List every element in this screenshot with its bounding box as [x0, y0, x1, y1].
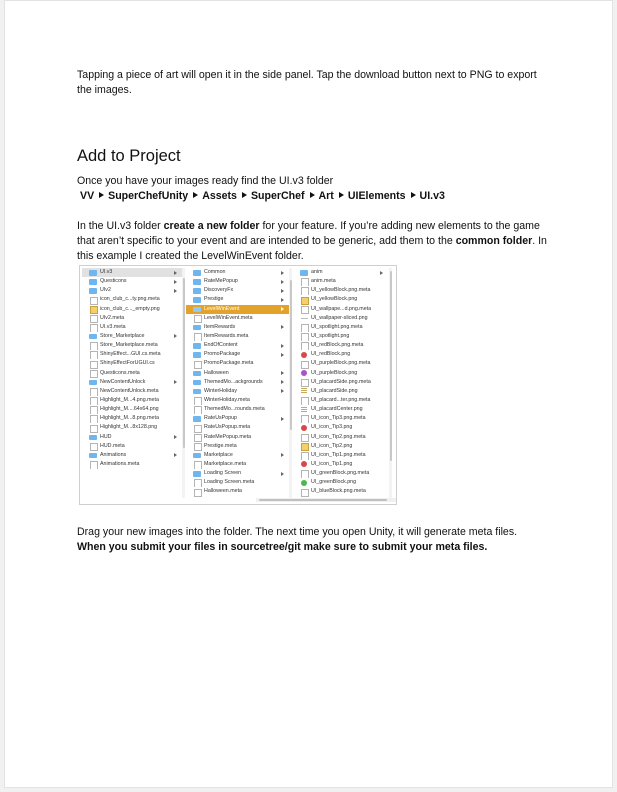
file-icon	[90, 443, 98, 451]
dash-icon	[301, 318, 308, 319]
finder-file-row[interactable]	[293, 442, 388, 451]
finder-item-label: WinterHoliday	[204, 387, 237, 394]
finder-file-row[interactable]	[186, 433, 289, 442]
file-icon	[194, 315, 202, 323]
finder-item-label: NewContentUnlock.meta	[100, 387, 159, 394]
striped-image-icon	[301, 388, 307, 394]
red-block-icon	[301, 425, 307, 431]
finder-item-label: RateUsPopup	[204, 415, 237, 422]
finder-item-label: UI_purpleBlock.png	[311, 369, 358, 376]
finder-file-row[interactable]	[293, 359, 388, 368]
create-folder-paragraph	[77, 219, 547, 264]
finder-file-row[interactable]	[293, 460, 388, 469]
finder-item-label: Animations	[100, 451, 127, 458]
finder-item-label: UI_placard...ter.png.meta	[311, 396, 371, 403]
finder-item-label: UI.v3.meta	[100, 323, 126, 330]
horizontal-scrollbar[interactable]	[256, 498, 396, 502]
finder-screenshot	[79, 265, 397, 505]
file-icon	[90, 415, 98, 423]
file-icon	[90, 342, 98, 350]
folder-icon	[193, 352, 201, 358]
file-icon	[90, 361, 98, 369]
finder-file-row[interactable]	[293, 451, 388, 460]
finder-file-row[interactable]	[293, 341, 388, 350]
finder-file-row[interactable]	[82, 305, 182, 314]
path-segment: VV	[80, 190, 95, 202]
finder-item-label: WinterHoliday.meta	[204, 396, 250, 403]
finder-file-row[interactable]	[186, 314, 289, 323]
chevron-right-icon	[174, 289, 177, 293]
finder-file-row[interactable]	[293, 305, 388, 314]
file-icon	[90, 397, 98, 405]
finder-item-label: UI_purpleBlock.png.meta	[311, 360, 371, 367]
path-segment: UI.v3	[419, 190, 445, 202]
finder-item-label: UI_yellowBlock.png.meta	[311, 287, 371, 294]
image-icon	[301, 297, 309, 305]
file-icon	[194, 479, 202, 487]
finder-file-row[interactable]	[293, 405, 388, 414]
finder-folder-row[interactable]	[186, 469, 289, 478]
chevron-right-icon	[281, 417, 284, 421]
file-icon	[194, 361, 202, 369]
finder-folder-row[interactable]	[186, 387, 289, 396]
folder-icon	[89, 270, 97, 276]
path-arrow-icon	[411, 192, 416, 198]
finder-item-label: NewContentUnlock	[100, 378, 146, 385]
finder-item-label: ShinyEffectForUGUI.cs	[100, 360, 155, 367]
chevron-right-icon	[174, 435, 177, 439]
file-icon	[90, 461, 98, 469]
finder-item-label: Questicons.meta	[100, 369, 140, 376]
finder-item-label: LevelWinEvent.meta	[204, 314, 253, 321]
file-icon	[301, 342, 309, 350]
finder-folder-row[interactable]	[82, 433, 182, 442]
finder-item-label: anim	[311, 269, 323, 275]
finder-file-row[interactable]	[82, 405, 182, 414]
folder-icon	[193, 307, 201, 313]
finder-item-label: ShinyEffect...GUI.cs.meta	[100, 351, 161, 358]
finder-folder-row[interactable]	[186, 268, 289, 277]
path-segment: Assets	[202, 190, 237, 202]
finder-file-row[interactable]	[82, 369, 182, 378]
finder-folder-row[interactable]	[186, 286, 289, 295]
finder-column-2	[186, 268, 290, 498]
folder-instruction: Once you have your images ready find the UI.v3 folder	[77, 175, 334, 187]
red-block-icon	[301, 461, 307, 467]
folder-icon	[193, 380, 201, 386]
finder-item-label: Halloween	[204, 369, 229, 376]
finder-file-row[interactable]	[293, 332, 388, 341]
column-2-scrollbar[interactable]	[289, 268, 292, 498]
file-icon	[301, 306, 309, 314]
finder-file-row[interactable]	[293, 369, 388, 378]
finder-item-label: Store_Marketplace.meta	[100, 342, 158, 349]
finder-file-row[interactable]	[82, 314, 182, 323]
finder-file-row[interactable]	[293, 396, 388, 405]
finder-item-label: HUD.meta	[100, 442, 125, 449]
path-arrow-icon	[242, 192, 247, 198]
finder-file-row[interactable]	[82, 414, 182, 423]
finder-file-row[interactable]	[293, 350, 388, 359]
finder-item-label: UI_icon_Tip2.png	[311, 442, 353, 449]
finder-file-row[interactable]	[293, 295, 388, 304]
finder-item-label: UI_greenBlock.png	[311, 479, 357, 486]
create-folder-bold-1: create a new folder	[163, 220, 260, 232]
file-icon	[301, 361, 309, 369]
file-icon	[301, 278, 309, 286]
finder-file-row[interactable]	[82, 423, 182, 432]
folder-icon	[89, 453, 97, 459]
document-page	[4, 0, 613, 788]
intro-paragraph: Tapping a piece of art will open it in the side panel. Tap the download button next to PNG to export the images.	[77, 69, 537, 96]
finder-file-row[interactable]	[82, 387, 182, 396]
finder-item-label: Prestige.meta	[204, 442, 237, 449]
finder-item-label: UI_placardSide.png.meta	[311, 378, 371, 385]
finder-item-label: UI_spotlight.png	[311, 332, 350, 339]
folder-icon	[193, 325, 201, 331]
path-segment: SuperChefUnity	[108, 190, 189, 202]
file-icon	[90, 425, 98, 433]
finder-folder-row[interactable]	[293, 268, 388, 277]
finder-file-row[interactable]	[186, 359, 289, 368]
striped-image-icon	[301, 407, 307, 413]
file-icon	[301, 333, 309, 341]
submit-meta-note: When you submit your files in sourcetree/git make sure to submit your meta files.	[77, 541, 488, 553]
finder-file-row[interactable]	[186, 423, 289, 432]
file-icon	[90, 406, 98, 414]
finder-file-row[interactable]	[293, 277, 388, 286]
chevron-right-icon	[174, 453, 177, 457]
finder-file-row[interactable]	[82, 396, 182, 405]
finder-item-label: UI_icon_Tip2.png.meta	[311, 433, 366, 440]
chevron-right-icon	[174, 380, 177, 384]
file-icon	[194, 461, 202, 469]
finder-folder-row[interactable]	[82, 378, 182, 387]
finder-item-label: UI_greenBlock.png.meta	[311, 470, 370, 477]
finder-item-label: Highlight_M...8.png.meta	[100, 415, 159, 422]
finder-file-row[interactable]	[186, 442, 289, 451]
finder-file-row[interactable]	[82, 350, 182, 359]
finder-file-row[interactable]	[82, 442, 182, 451]
chevron-right-icon	[281, 271, 284, 275]
finder-folder-row[interactable]	[82, 268, 182, 277]
image-icon	[301, 443, 309, 451]
file-icon	[194, 443, 202, 451]
finder-folder-row[interactable]	[186, 323, 289, 332]
finder-item-label: Common	[204, 269, 226, 275]
finder-file-row[interactable]	[82, 323, 182, 332]
finder-folder-row[interactable]	[186, 277, 289, 286]
folder-icon	[193, 297, 201, 303]
finder-file-row[interactable]	[293, 487, 388, 496]
file-icon	[90, 351, 98, 359]
chevron-right-icon	[281, 298, 284, 302]
finder-item-label: UIv2.meta	[100, 314, 125, 321]
finder-folder-row[interactable]	[82, 286, 182, 295]
file-icon	[301, 489, 309, 497]
folder-path	[80, 189, 550, 204]
path-segment: Art	[318, 190, 334, 202]
chevron-right-icon	[281, 344, 284, 348]
finder-item-label: ThemedMo...rounds.meta	[204, 406, 265, 413]
file-icon	[194, 489, 202, 497]
column-3-scrollbar[interactable]	[389, 268, 392, 498]
file-icon	[90, 388, 98, 396]
finder-column-1	[82, 268, 183, 498]
finder-column-3	[293, 268, 388, 498]
finder-file-row[interactable]	[293, 433, 388, 442]
path-arrow-icon	[193, 192, 198, 198]
folder-icon	[193, 416, 201, 422]
finder-item-label: ItemRewards	[204, 323, 236, 330]
finder-file-row[interactable]	[293, 378, 388, 387]
folder-icon	[193, 288, 201, 294]
finder-file-row[interactable]	[293, 314, 388, 323]
chevron-right-icon	[281, 453, 284, 457]
file-icon	[194, 434, 202, 442]
finder-file-row[interactable]	[186, 460, 289, 469]
create-folder-text-3: . In this example I created the LevelWinEvent folder.	[77, 235, 547, 262]
create-folder-text-2: for your feature. If you’re adding new elements to the game that aren’t specific to your event and are intended to be generic, add them to the	[77, 220, 540, 247]
file-icon	[301, 287, 309, 295]
chevron-right-icon	[174, 271, 177, 275]
folder-icon	[89, 435, 97, 441]
finder-file-row[interactable]	[293, 423, 388, 432]
finder-item-label: UI_redBlock.png.meta	[311, 342, 364, 349]
finder-file-row[interactable]	[82, 460, 182, 469]
file-icon	[90, 324, 98, 332]
finder-file-row[interactable]	[82, 341, 182, 350]
finder-folder-row[interactable]	[82, 332, 182, 341]
image-icon	[90, 306, 98, 314]
folder-icon	[89, 288, 97, 294]
finder-folder-row[interactable]	[186, 378, 289, 387]
finder-folder-row[interactable]	[186, 295, 289, 304]
file-icon	[194, 425, 202, 433]
finder-item-label: Questicons	[100, 278, 127, 285]
folder-icon	[193, 453, 201, 459]
chevron-right-icon	[380, 271, 383, 275]
green-block-icon	[301, 480, 307, 486]
path-arrow-icon	[310, 192, 315, 198]
finder-item-label: Marketplace	[204, 451, 233, 458]
file-icon	[301, 434, 309, 442]
column-1-scrollbar[interactable]	[182, 268, 185, 498]
finder-item-label: PromoPackage	[204, 351, 241, 358]
finder-item-label: UI_icon_Tip3.png.meta	[311, 415, 366, 422]
file-icon	[301, 324, 309, 332]
file-icon	[90, 315, 98, 323]
finder-item-label: UI_placardSide.png	[311, 387, 358, 394]
chevron-right-icon	[281, 353, 284, 357]
finder-item-label: Highlight_M...4.png.meta	[100, 396, 159, 403]
folder-icon	[300, 270, 308, 276]
finder-file-row[interactable]	[82, 359, 182, 368]
finder-item-label: UI_placardCenter.png	[311, 406, 363, 413]
chevron-right-icon	[281, 289, 284, 293]
finder-item-label: Highlight_M....64x64.png	[100, 406, 159, 413]
file-icon	[194, 397, 202, 405]
chevron-right-icon	[281, 280, 284, 284]
finder-item-label: Store_Marketplace	[100, 332, 145, 339]
finder-folder-row[interactable]	[186, 305, 289, 314]
finder-item-label: PromoPackage.meta	[204, 360, 254, 367]
purple-block-icon	[301, 370, 307, 376]
red-block-icon	[301, 352, 307, 358]
create-folder-bold-2: common folder	[455, 235, 533, 247]
create-folder-text-1: In the UI.v3 folder	[77, 220, 164, 232]
finder-item-label: Loading Screen.meta	[204, 479, 255, 486]
file-icon	[90, 297, 98, 305]
finder-item-label: UI.v3	[100, 269, 113, 275]
finder-folder-row[interactable]	[82, 277, 182, 286]
finder-item-label: UI_wallpaper-sliced.png	[311, 314, 368, 321]
finder-item-label: UI_blueBlock.png.meta	[311, 488, 366, 495]
finder-item-label: EndOfContent	[204, 342, 238, 349]
file-icon	[194, 333, 202, 341]
finder-file-row[interactable]	[293, 414, 388, 423]
finder-item-label: Prestige	[204, 296, 224, 303]
folder-icon	[193, 389, 201, 395]
finder-item-label: Halloween.meta	[204, 488, 242, 495]
finder-item-label: anim.meta	[311, 278, 336, 285]
path-segment: SuperChef	[250, 190, 305, 202]
finder-item-label: UI_redBlock.png	[311, 351, 351, 358]
finder-item-label: RateMePopup	[204, 278, 238, 285]
finder-item-label: ThemedMo...ackgrounds	[204, 378, 263, 385]
file-icon	[90, 370, 98, 378]
folder-icon	[193, 371, 201, 377]
chevron-right-icon	[174, 334, 177, 338]
folder-icon	[193, 279, 201, 285]
finder-item-label: Marketplace.meta	[204, 460, 247, 467]
finder-item-label: Highlight_M...8x128.png	[100, 424, 158, 431]
file-icon	[301, 379, 309, 387]
finder-folder-row[interactable]	[186, 350, 289, 359]
file-icon	[301, 397, 309, 405]
chevron-right-icon	[281, 380, 284, 384]
finder-item-label: UI_wallpape...d.png.meta	[311, 305, 372, 312]
finder-folder-row[interactable]	[186, 414, 289, 423]
finder-folder-row[interactable]	[186, 369, 289, 378]
section-heading: Add to Project	[77, 147, 181, 165]
finder-item-label: UI_yellowBlock.png	[311, 296, 358, 303]
chevron-right-icon	[174, 280, 177, 284]
path-arrow-icon	[339, 192, 344, 198]
chevron-right-icon	[281, 389, 284, 393]
finder-file-row[interactable]	[186, 478, 289, 487]
finder-file-row[interactable]	[186, 487, 289, 496]
finder-item-label: UI_spotlight.png.meta	[311, 323, 363, 330]
chevron-right-icon	[281, 371, 284, 375]
path-segment: UIElements	[347, 190, 406, 202]
finder-file-row[interactable]	[293, 387, 388, 396]
file-icon	[301, 452, 309, 460]
finder-file-row[interactable]	[293, 286, 388, 295]
finder-item-label: Loading Screen	[204, 470, 242, 477]
finder-file-row[interactable]	[82, 295, 182, 304]
finder-file-row[interactable]	[293, 469, 388, 478]
folder-icon	[193, 343, 201, 349]
finder-folder-row[interactable]	[82, 451, 182, 460]
finder-item-label: DiscoveryFx	[204, 287, 234, 294]
folder-icon	[193, 471, 201, 477]
drag-paragraph: Drag your new images into the folder. The next time you open Unity, it will generate meta files.	[77, 526, 518, 538]
finder-item-label: RateMePopup.meta	[204, 433, 252, 440]
chevron-right-icon	[281, 307, 284, 311]
finder-file-row[interactable]	[186, 405, 289, 414]
folder-icon	[89, 380, 97, 386]
file-icon	[301, 415, 309, 423]
path-arrow-icon	[99, 192, 104, 198]
finder-item-label: UI_icon_Tip1.png	[311, 460, 353, 467]
finder-item-label: UIv2	[100, 287, 111, 294]
finder-item-label: LevelWinEvent	[204, 305, 240, 312]
finder-folder-row[interactable]	[186, 451, 289, 460]
finder-file-row[interactable]	[293, 323, 388, 332]
finder-file-row[interactable]	[293, 478, 388, 487]
finder-item-label: HUD	[100, 433, 112, 440]
finder-item-label: UI_icon_Tip3.png	[311, 424, 353, 431]
finder-item-label: icon_club_c...ty.png.meta	[100, 296, 160, 303]
finder-item-label: ItemRewards.meta	[204, 332, 249, 339]
finder-item-label: icon_club_c..._empty.png	[100, 305, 160, 312]
folder-icon	[193, 270, 201, 276]
finder-item-label: Animations.meta	[100, 460, 140, 467]
finder-item-label: RateUsPopup.meta	[204, 424, 251, 431]
chevron-right-icon	[281, 472, 284, 476]
folder-icon	[89, 334, 97, 340]
file-icon	[301, 470, 309, 478]
finder-file-row[interactable]	[186, 396, 289, 405]
finder-folder-row[interactable]	[186, 341, 289, 350]
finder-file-row[interactable]	[186, 332, 289, 341]
chevron-right-icon	[281, 325, 284, 329]
finder-item-label: UI_icon_Tip1.png.meta	[311, 451, 366, 458]
file-icon	[194, 406, 202, 414]
folder-icon	[89, 279, 97, 285]
